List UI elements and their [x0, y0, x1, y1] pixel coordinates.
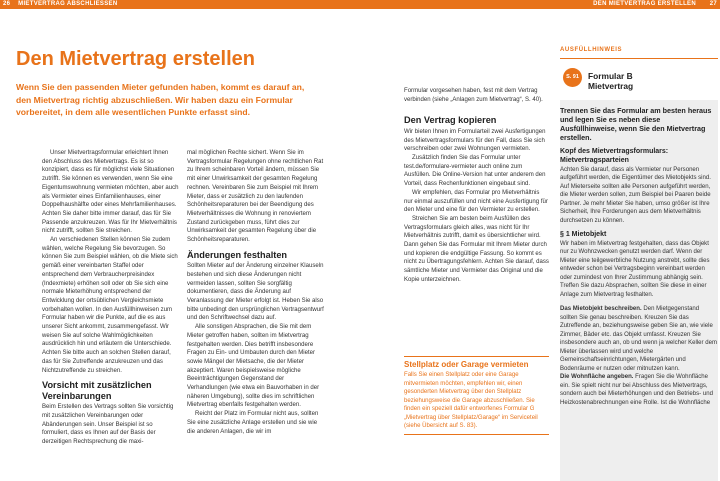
- running-header: [0, 0, 720, 9]
- sidebar-paragraph: [560, 373, 718, 407]
- parking-callout: [404, 356, 549, 435]
- left-page-number: 26: [3, 1, 11, 7]
- callout-rule: [404, 434, 549, 435]
- page-ref-badge: S. 91: [563, 68, 582, 87]
- callout-heading: Stellplatz oder Garage vermieten: [404, 360, 529, 369]
- form-title-line-2: Mietvertrag: [588, 80, 634, 91]
- inline-text: Fragen Sie die Wohnfläche ein. Sie spielt nicht nur bei Abschluss des Mietvertrags, sondern auch bei Mieterhöhungen und den Betriebs- und Heizkostenabrechnungen eine Rolle. Ist die Wohnfläche: [560, 374, 713, 406]
- sidebar-subheading: § 1 Mietobjekt: [560, 231, 607, 239]
- paragraph: Sollten Mieter auf der Änderung einzelner Klauseln bestehen und sich diese Änderungen nicht vermeiden lassen, sollten Sie sorgfältig dokumentieren, dass die Änderung auf Veranlassung der Mieter erfolgt ist. Heben Sie also bitte unbedingt den ursprünglichen Vertragsentwurf und den Schriftwechsel dazu auf.: [187, 263, 324, 322]
- section-heading: Den Vertrag kopieren: [404, 115, 497, 126]
- right-page-number: 27: [709, 1, 717, 7]
- sidebar-paragraph: [560, 305, 718, 373]
- paragraph: Formular vorgesehen haben, fest mit dem Vertrag verbinden (siehe „Anlagen zum Mietvertrag“, S. 40).: [404, 88, 543, 103]
- left-header: [3, 0, 117, 9]
- section-heading: Vorsicht mit zusätzlichen Vereinbarungen: [42, 380, 152, 401]
- section-heading: Änderungen festhalten: [187, 249, 288, 260]
- sidebar-heading: AUSFÜLLHINWEIS: [560, 47, 623, 53]
- paragraph: Beim Erstellen des Vertrags sollten Sie vorsichtig mit zusätzlichen Vereinbarungen oder Abänderungen sein. Unser Beispiel ist so formuliert, dass es Ihnen auf der Basis der derzeitigen Rechtsprechung die maxi-: [42, 404, 174, 446]
- paragraph: Alle sonstigen Absprachen, die Sie mit dem Mieter getroffen haben, sollten im Mietvertrag festgehalten werden. Dies betrifft insbesondere Fragen zu Ein- und Umbauten durch den Mieter sowie Mängel der Mietsache, die der Mieter akzeptiert. Waren beispielsweise mögliche Beeinträchtigungen Gegenstand der Verhandlungen (wie etwa ein Bauvorhaben in der näheren Umgebung), sollte dies im schriftlichen Mietvertrag ebenfalls festgehalten werden.: [187, 324, 320, 409]
- sidebar-lead: Trennen Sie das Formular am besten heraus und legen Sie es neben diese Ausfüllhinweise, wenn Sie den Mietvertrag erstellen.: [560, 106, 712, 143]
- page-title: Den Mietvertrag erstellen: [16, 48, 255, 70]
- text-column-2: [187, 149, 324, 436]
- sidebar-rule: [560, 58, 718, 59]
- sidebar-content: [560, 106, 718, 407]
- inline-text: Den Mietgegenstand sollten Sie genau beschreiben. Kreuzen Sie das Zutreffende an, beziehungsweise geben Sie an, wie viele Zimmer, Bäder etc. das Objekt umfasst. Kreuzen Sie insbesondere auch an, ob und wenn ja welcher Keller dem Mieter überlassen wird und welche Gemeinschaftseinrichtungen, Mietergärten und Bodenräume er nutzen oder mitnutzen kann.: [560, 306, 717, 372]
- paragraph: Unser Mietvertragsformular erleichtert Ihnen den Abschluss des Mietvertrags. Es ist so konzipiert, dass es für möglichst viele Situationen zutrifft. Sie können es verwenden, wenn Sie eine Eigentumswohnung vermieten möchten, aber auch als Vermieter eines Einfamilienhauses, einer Doppelhaushälfte oder eines Mehrfamilienhauses. Achten Sie daher bitte immer darauf, das für Sie Passende anzukreuzen. Was für Ihr Mietverhältnis nicht zutrifft, sollten Sie streichen.: [42, 150, 179, 235]
- paragraph: Wir bieten Ihnen im Formularteil zwei Ausfertigungen des Mietvertragsformulars für den Fall, dass Sie sich verschreiben oder zwei Wohnungen vermieten.: [404, 128, 546, 153]
- sidebar-subheading: Kopf des Mietvertragsformulars: Mietvertragsparteien: [560, 148, 669, 164]
- paragraph: Streichen Sie am besten beim Ausfüllen des Vertragsformulars gleich alles, was nicht für Ihr Mietverhältnis zutrifft, damit es übersichtlicher wird. Dann gehen Sie das Formular mit Ihrem Mieter durch und kopieren die endgültige Fassung. So kommt es nicht zu Übertragungsfehlern. Achten Sie darauf, dass sämtliche Mieter und Vermieter das Original und die Kopie unterzeichnen.: [404, 215, 549, 283]
- text-column-1: [42, 149, 180, 447]
- form-title: [588, 72, 633, 91]
- intro-paragraph: Wenn Sie den passenden Mieter gefunden haben, kommt es darauf an, den Mietvertrag richtig abzuschließen. Wir haben dazu ein Formular vorbereitet, in dem alle wesentlichen Punkte erfasst sind.: [16, 82, 305, 118]
- paragraph: Reicht der Platz im Formular nicht aus, sollten Sie eine zusätzliche Anlage erstellen und sie wie die anderen Anlagen, die wir im: [187, 411, 319, 435]
- right-header-title: DEN MIETVERTRAG ERSTELLEN: [593, 1, 696, 7]
- inline-bold: Die Wohnfläche angeben.: [560, 374, 634, 381]
- paragraph: Zusätzlich finden Sie das Formular unter test.de/formulare-vermieter auch online zum Ausfüllen. Die Online-Version hat unter anderem den Vorteil, dass Rechenfunktionen eingebaut sind.: [404, 155, 546, 188]
- sidebar-paragraph: Wir haben im Mietvertrag festgehalten, dass das Objekt nur zu Wohnzwecken genutzt werden darf. Wenn der Mieter eine teilgewerbliche Nutzung anstrebt, sollte dies entweder schon bei Vertragsbeginn vereinbart werden oder zumindest von Ihrer Zustimmung abhängig sein. Treffen Sie dazu Absprachen, sollten Sie diese in einer Anlage zum Mietvertrag festhalten.: [560, 240, 710, 298]
- form-title-line-1: Formular B: [588, 71, 633, 81]
- paragraph: Wir empfehlen, das Formular pro Mietverhältnis nur einmal auszufüllen und nicht eine Ausfertigung für den Mieter und eine für den Vermieter zu erstellen.: [404, 189, 548, 214]
- sidebar-paragraph: Achten Sie darauf, dass als Vermieter nur Personen aufgeführt werden, die Eigentümer des Mietobjekts sind. Auf Mieterseite sollten alle Personen aufgeführt werden, die Mieter werden sollen, zum Beispiel bei Paaren beide Partner. Je mehr Mieter Sie haben, umso größer ist Ihre Sicherheit, Ihre Forderungen aus dem Mietverhältnis durchsetzen zu können.: [560, 166, 711, 224]
- callout-text: Falls Sie einen Stellplatz oder eine Garage mitvermieten möchten, empfehlen wir, einen gesonderten Mietvertrag über den Stellplatz beziehungsweise die Garage abzuschließen. Sie finden ein speziell dafür entworfenes Formular G „Mietvertrag über Stellplatz/Garage“ im Serviceteil (siehe Übersicht auf S. 83).: [404, 372, 538, 429]
- paragraph: An verschiedenen Stellen können Sie zudem wählen, welche Regelung Sie bevorzugen. So können Sie zum Beispiel wählen, ob die Miete sich gemäß einer vereinbarten Staffel oder entsprechend dem Verbraucherpreisindex (Indexmiete) erhöhen soll oder ob Sie sich eine normale Mieterhöhung entsprechend der Entwicklung der ortsüblichen Vergleichsmiete vorbehalten wollen. In den Ausfüllhinweisen zum Formular haben wir die Punkte, auf die es aus unserer Sicht ankommt, zusammengefasst. Wir weisen Sie auf solche Wahlmöglichkeiten ausdrücklich hin und erläutern die Unterschiede. Achten Sie bitte auch an solchen Stellen darauf, das für Sie Zutreffende anzukreuzen und das Nichtzutreffende zu streichen.: [42, 237, 178, 374]
- callout-rule: [404, 356, 549, 357]
- inline-bold: Das Mietobjekt beschreiben.: [560, 306, 642, 313]
- paragraph: mal möglichen Rechte sichert. Wenn Sie im Vertragsformular Regelungen ohne rechtlichen Rat zu Ihrem scheinbaren Vorteil ändern, müssen Sie mit einer Unwirksamkeit der gesamten Regelung rechnen. Vereinbaren Sie zum Beispiel mit Ihrem Mieter, dass er zusätzlich zu den laufenden Schönheitsreparaturen bei der Beendigung des Mietverhältnisses die Wohnung in renoviertem Zustand zurückgeben muss, führt dies zur Unwirksamkeit der gesamten Regelung über die Schönheitsreparaturen.: [187, 150, 324, 244]
- text-column-3: [404, 87, 549, 285]
- left-header-title: MIETVERTRAG ABSCHLIESSEN: [18, 1, 118, 7]
